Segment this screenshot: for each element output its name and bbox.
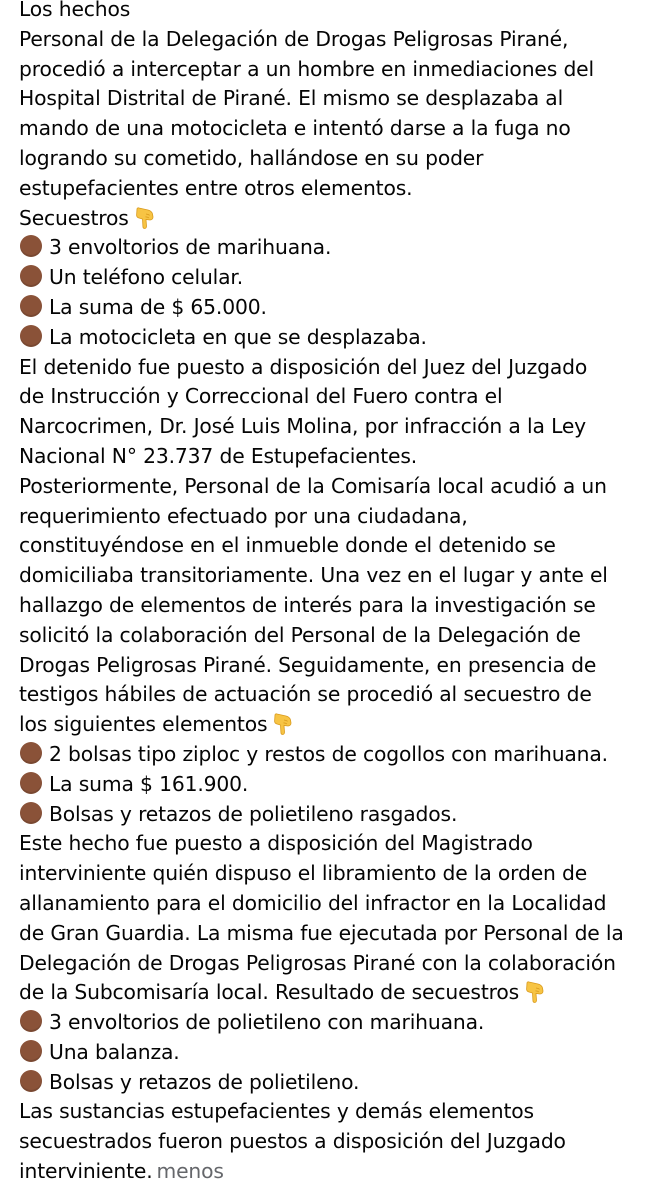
- line-text: Bolsas y retazos de polietileno.: [49, 1069, 360, 1094]
- brown-circle-icon: [20, 772, 42, 794]
- line-text: Secuestros: [19, 205, 129, 230]
- text-line: [19, 144, 662, 174]
- text-line: [19, 25, 662, 55]
- text-line: [19, 949, 662, 979]
- line-text: Posteriormente, Personal de la Comisaría local acudió a un: [19, 473, 607, 498]
- list-item: [19, 323, 662, 353]
- list-item: [19, 293, 662, 323]
- line-text: allanamiento para el domicilio del infractor en la Localidad: [19, 890, 607, 915]
- line-text: requerimiento efectuado por una ciudadana,: [19, 503, 468, 528]
- text-line: [19, 84, 662, 114]
- text-line: [19, 412, 662, 442]
- text-line: [19, 382, 662, 412]
- brown-circle-icon: [20, 265, 42, 287]
- line-text: interviniente.: [19, 1159, 153, 1184]
- text-line: [19, 502, 662, 532]
- line-text: de la Subcomisaría local. Resultado de secuestros: [19, 980, 520, 1005]
- brown-circle-icon: [20, 295, 42, 317]
- text-line: [19, 472, 662, 502]
- line-text: de Instrucción y Correccional del Fuero contra el: [19, 384, 503, 409]
- line-text: mando de una motocicleta e intentó darse a la fuga no: [19, 116, 571, 141]
- line-text: logrando su cometido, hallándose en su poder: [19, 145, 484, 170]
- line-text: Un teléfono celular.: [49, 265, 244, 290]
- line-text: procedió a interceptar a un hombre en inmediaciones del: [19, 56, 594, 81]
- line-text: domiciliaba transitoriamente. Una vez en el lugar y ante el: [19, 563, 608, 588]
- line-text: 3 envoltorios de marihuana.: [49, 235, 332, 260]
- list-item: [19, 1038, 662, 1068]
- text-line: [19, 859, 662, 889]
- brown-circle-icon: [20, 802, 42, 824]
- text-line: [19, 1157, 662, 1187]
- text-line: [19, 829, 662, 859]
- line-text: Hospital Distrital de Pirané. El mismo se desplazaba al: [19, 86, 564, 111]
- text-line: [19, 621, 662, 651]
- text-line: [19, 1097, 662, 1127]
- line-text: Este hecho fue puesto a disposición del Magistrado: [19, 831, 533, 856]
- line-text: Las sustancias estupefacientes y demás elementos: [19, 1099, 534, 1124]
- backhand-index-pointing-down-icon: [271, 712, 295, 736]
- text-line: [19, 174, 662, 204]
- line-text: secuestrados fueron puestos a disposición del Juzgado: [19, 1129, 566, 1154]
- list-item: [19, 800, 662, 830]
- text-line: [19, 442, 662, 472]
- line-text: de Gran Guardia. La misma fue ejecutada por Personal de la: [19, 920, 624, 945]
- line-text: La motocicleta en que se desplazaba.: [49, 324, 427, 349]
- line-text: constituyéndose en el inmueble donde el detenido se: [19, 533, 556, 558]
- text-line: [19, 978, 662, 1008]
- line-text: testigos hábiles de actuación se procedió al secuestro de: [19, 682, 592, 707]
- text-line: [19, 531, 662, 561]
- brown-circle-icon: [20, 1070, 42, 1092]
- line-text: Narcocrimen, Dr. José Luis Molina, por infracción a la Ley: [19, 414, 587, 439]
- line-text: La suma $ 161.900.: [49, 771, 249, 796]
- text-line: [19, 591, 662, 621]
- line-text: hallazgo de elementos de interés para la investigación se: [19, 592, 596, 617]
- line-text: Drogas Peligrosas Pirané. Seguidamente, en presencia de: [19, 652, 597, 677]
- list-item: [19, 1008, 662, 1038]
- list-item: [19, 263, 662, 293]
- list-item: [19, 770, 662, 800]
- line-text: Una balanza.: [49, 1039, 180, 1064]
- see-less-link[interactable]: menos: [156, 1159, 224, 1184]
- text-line: [19, 651, 662, 681]
- line-text: Personal de la Delegación de Drogas Peligrosas Pirané,: [19, 26, 569, 51]
- line-text: Nacional N° 23.737 de Estupefacientes.: [19, 443, 418, 468]
- line-text: interviniente quién dispuso el libramiento de la orden de: [19, 861, 588, 886]
- list-item: [19, 740, 662, 770]
- line-text: Delegación de Drogas Peligrosas Pirané con la colaboración: [19, 950, 616, 975]
- text-line: [19, 353, 662, 383]
- line-text: solicitó la colaboración del Personal de la Delegación de: [19, 622, 581, 647]
- line-text: estupefacientes entre otros elementos.: [19, 175, 413, 200]
- brown-circle-icon: [20, 235, 42, 257]
- line-text: Bolsas y retazos de polietileno rasgados.: [49, 801, 458, 826]
- list-item: [19, 233, 662, 263]
- text-line: [19, 0, 662, 25]
- text-line: [19, 561, 662, 591]
- text-line: [19, 1127, 662, 1157]
- brown-circle-icon: [20, 325, 42, 347]
- text-line: [19, 919, 662, 949]
- brown-circle-icon: [20, 1040, 42, 1062]
- line-text: 2 bolsas tipo ziploc y restos de cogollos con marihuana.: [49, 741, 608, 766]
- line-text: El detenido fue puesto a disposición del Juez del Juzgado: [19, 354, 588, 379]
- line-text: Los hechos: [19, 0, 131, 21]
- line-text: La suma de $ 65.000.: [49, 294, 267, 319]
- text-line: [19, 114, 662, 144]
- brown-circle-icon: [20, 1010, 42, 1032]
- list-item: [19, 1068, 662, 1098]
- text-line: [19, 204, 662, 234]
- text-line: [19, 710, 662, 740]
- text-line: [19, 889, 662, 919]
- backhand-index-pointing-down-icon: [133, 206, 157, 230]
- line-text: los siguientes elementos: [19, 712, 268, 737]
- backhand-index-pointing-down-icon: [523, 980, 547, 1004]
- brown-circle-icon: [20, 742, 42, 764]
- line-text: 3 envoltorios de polietileno con marihuana.: [49, 1010, 485, 1035]
- text-line: [19, 55, 662, 85]
- text-line: [19, 680, 662, 710]
